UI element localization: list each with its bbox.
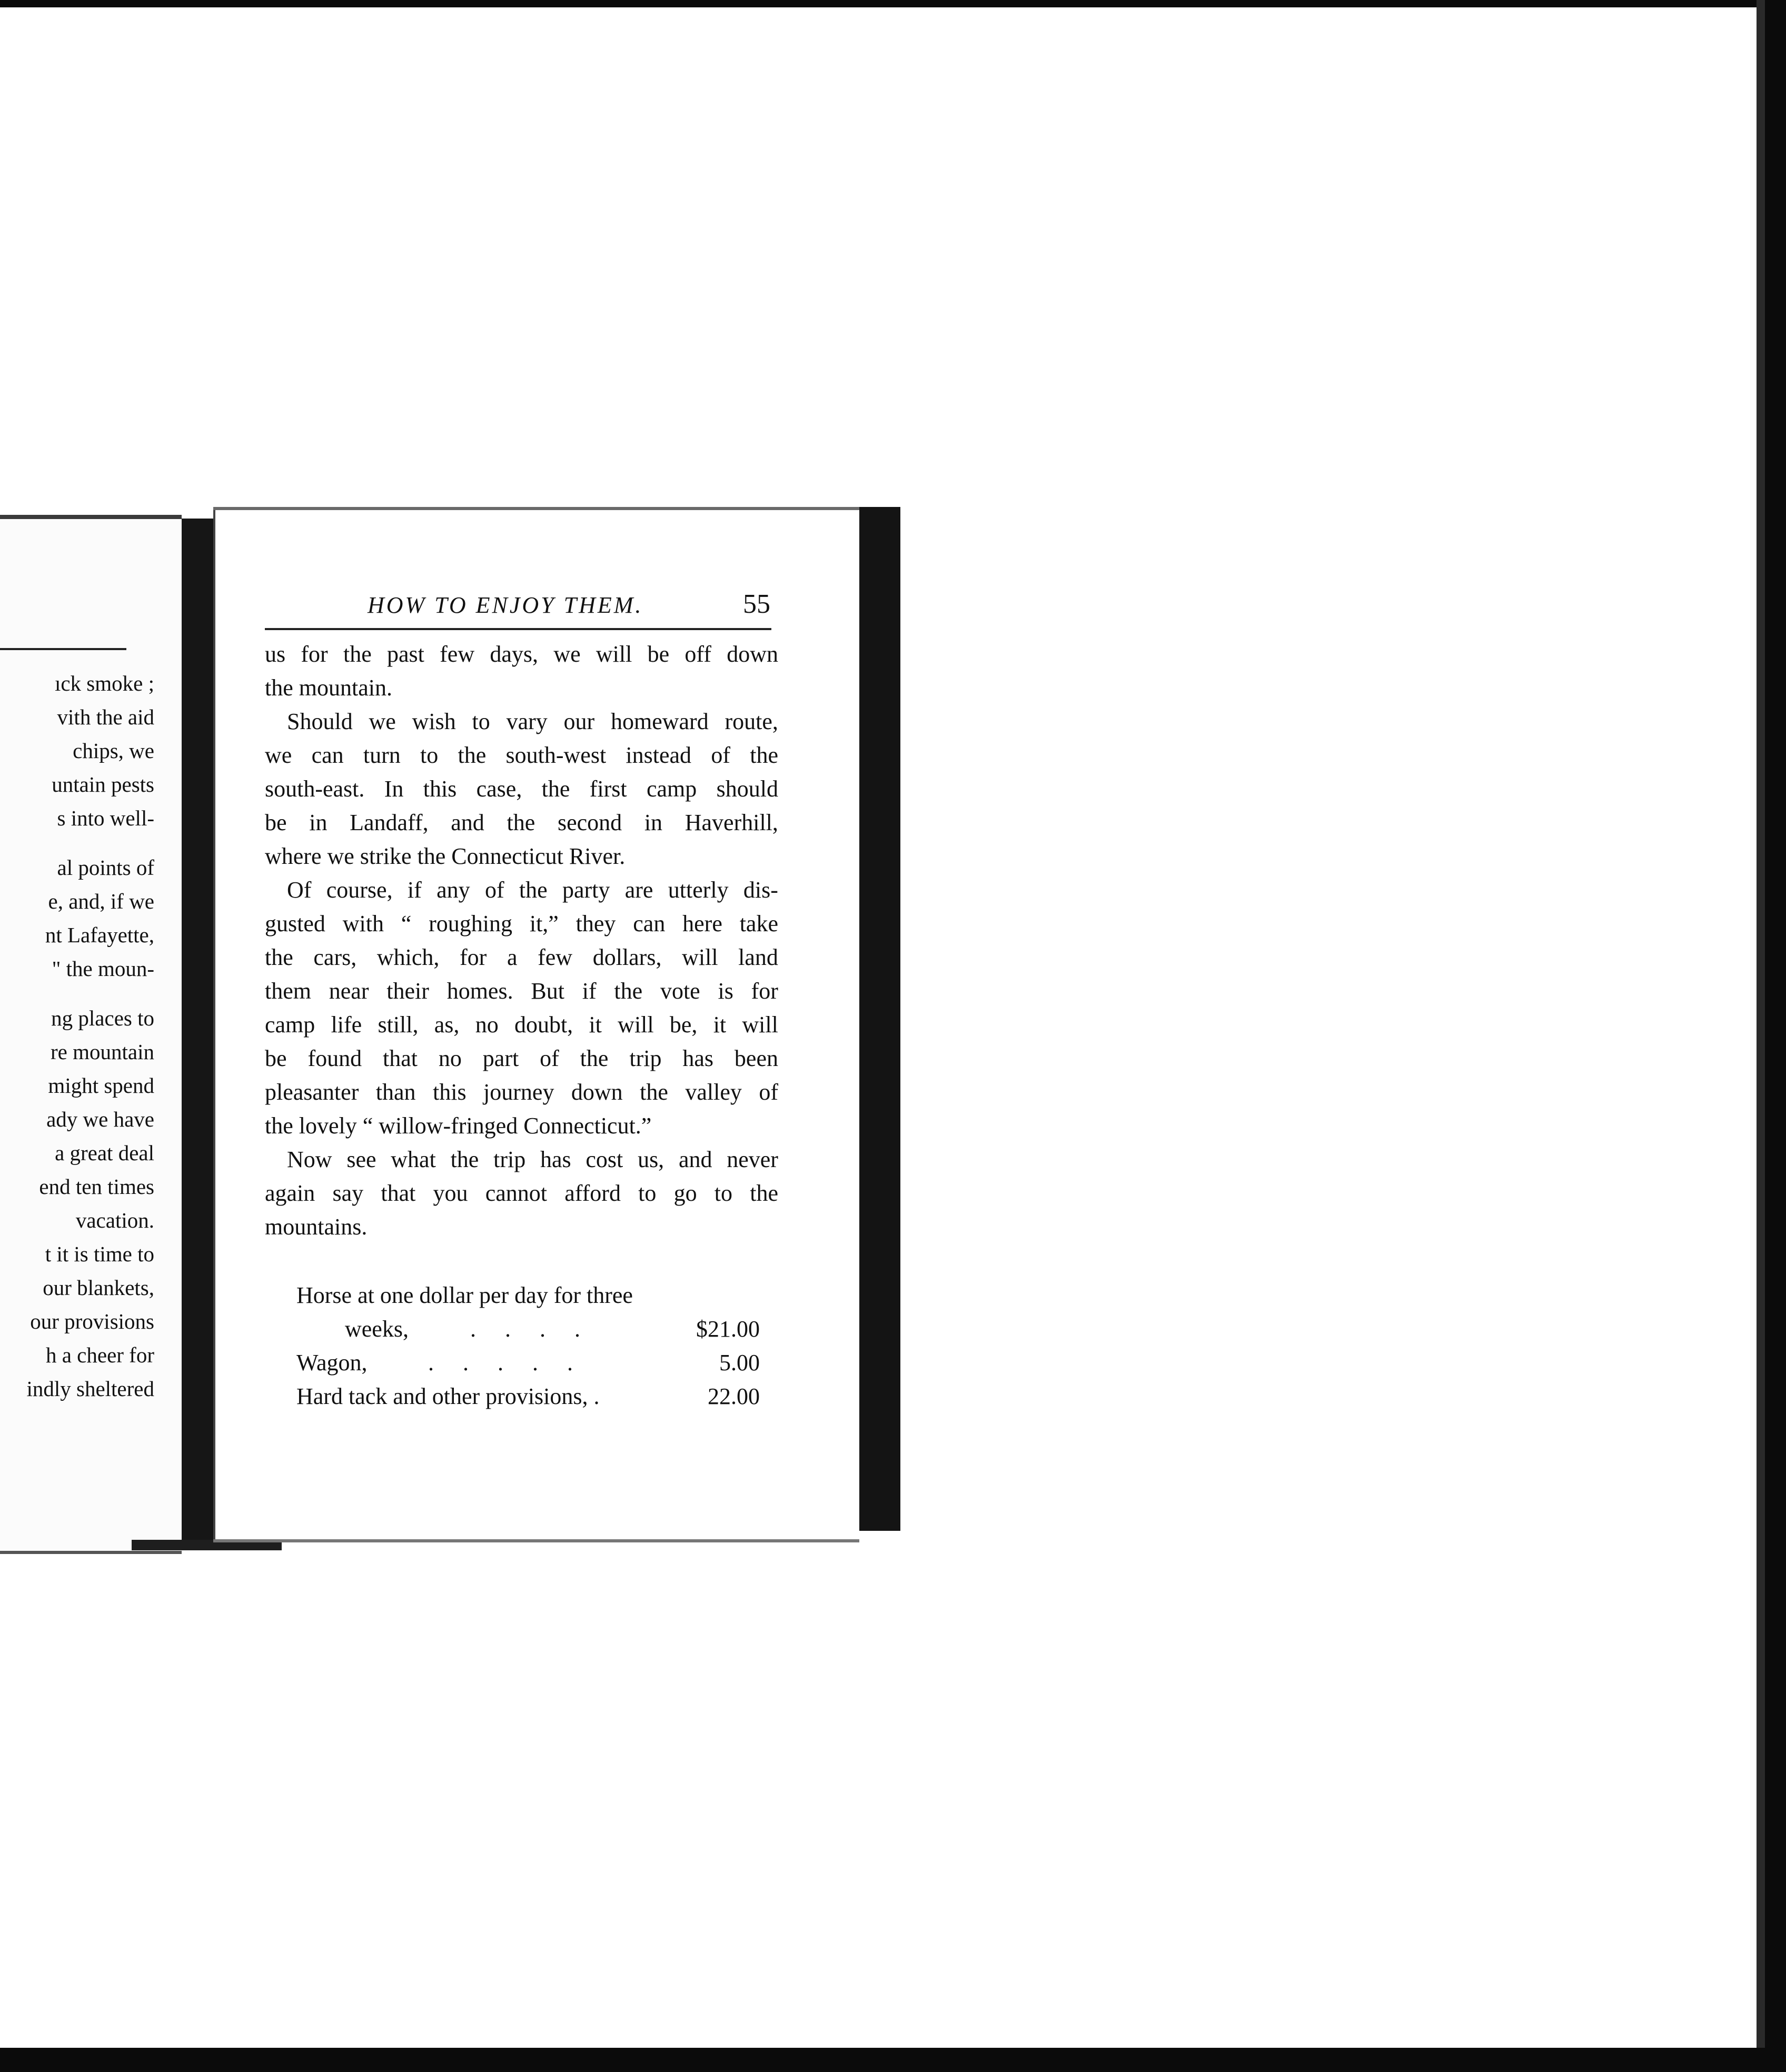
- ledger-amount: 22.00: [708, 1383, 760, 1409]
- text-line: be found that no part of the trip has been: [265, 1045, 778, 1071]
- ledger-description: Hard tack and other provisions, .: [296, 1383, 600, 1409]
- running-head: [265, 589, 770, 634]
- text-line: gusted with “ roughing it,” they can here take: [265, 911, 778, 937]
- text-line: Of course, if any of the party are utterly dis-: [287, 877, 778, 903]
- ledger-row: [296, 1279, 760, 1312]
- book-spine: [182, 519, 213, 1542]
- left-text-line: might spend: [48, 1073, 154, 1098]
- left-text-line: " the moun-: [52, 957, 154, 981]
- text-line: camp life still, as, no doubt, it will be, it will: [265, 1012, 778, 1038]
- ledger-amount: 5.00: [719, 1350, 760, 1376]
- left-text-line: t it is time to: [45, 1242, 154, 1266]
- left-text-line: e, and, if we: [48, 889, 154, 913]
- text-line: Should we wish to vary our homeward route,: [287, 709, 778, 734]
- text-line: be in Landaff, and the second in Haverhill,: [265, 810, 778, 835]
- left-text-line: nt Lafayette,: [45, 923, 154, 947]
- left-text-line: indly sheltered: [26, 1377, 154, 1401]
- running-title: HOW TO ENJOY THEM.: [368, 592, 643, 618]
- left-text-line: vacation.: [75, 1208, 154, 1232]
- book-cover-edge: [859, 507, 900, 1531]
- text-line: pleasanter than this journey down the valley of: [265, 1079, 778, 1105]
- left-text-line: chips, we: [73, 739, 154, 763]
- scan-frame-top: [0, 0, 1786, 7]
- left-text-line: our blankets,: [43, 1276, 154, 1300]
- ledger-row: [296, 1346, 760, 1380]
- left-text-line: al points of: [57, 855, 154, 880]
- book-page: [213, 507, 859, 1542]
- text-line: the mountain.: [265, 675, 392, 701]
- facing-page-left: [0, 515, 182, 1554]
- text-line: we can turn to the south-west instead of the: [265, 742, 778, 768]
- text-line: where we strike the Connecticut River.: [265, 843, 626, 869]
- text-line: them near their homes. But if the vote is for: [265, 978, 778, 1004]
- cost-ledger: [296, 1279, 760, 1413]
- left-text-line: untain pests: [52, 772, 154, 796]
- left-text-line: a great deal: [55, 1141, 154, 1165]
- paragraph-gap: [0, 835, 154, 851]
- scan-frame-right: [1765, 0, 1786, 2072]
- left-text-line: ıck smoke ;: [54, 671, 154, 695]
- body-text: [265, 637, 778, 1244]
- left-text-line: vith the aid: [57, 705, 154, 729]
- left-text-line: end ten times: [39, 1174, 154, 1199]
- text-line: south-east. In this case, the first camp should: [265, 776, 778, 802]
- text-line: the lovely “ willow-fringed Connecticut.”: [265, 1113, 652, 1139]
- left-text-line: ng places to: [51, 1006, 154, 1030]
- text-line: Now see what the trip has cost us, and never: [287, 1147, 778, 1172]
- scan-frame-right-edge: [1757, 0, 1765, 2072]
- ledger-description: Wagon,: [296, 1350, 368, 1376]
- ledger-row: [296, 1312, 760, 1346]
- left-page-head-rule: [0, 648, 126, 650]
- head-rule: [265, 628, 771, 630]
- text-line: us for the past few days, we will be off down: [265, 641, 778, 667]
- text-line: the cars, which, for a few dollars, will land: [265, 944, 778, 970]
- scan-frame-bottom: [0, 2048, 1786, 2072]
- left-text-line: re mountain: [51, 1040, 154, 1064]
- ledger-amount: $21.00: [696, 1316, 760, 1342]
- ledger-description: weeks,: [345, 1316, 409, 1342]
- paragraph-gap: [0, 985, 154, 1001]
- left-text-line: s into well-: [57, 806, 154, 830]
- ledger-row: [296, 1380, 760, 1413]
- left-page-text: [0, 666, 154, 1406]
- ledger-leaders: . . . . .: [428, 1350, 573, 1376]
- page-number: 55: [743, 589, 770, 619]
- text-line: mountains.: [265, 1214, 368, 1240]
- ledger-description: Horse at one dollar per day for three: [296, 1282, 633, 1308]
- left-text-line: h a cheer for: [45, 1343, 154, 1367]
- text-line: again say that you cannot afford to go to the: [265, 1180, 778, 1206]
- ledger-leaders: . . . .: [470, 1316, 580, 1342]
- left-text-line: our provisions: [30, 1309, 154, 1333]
- left-text-line: ady we have: [46, 1107, 154, 1131]
